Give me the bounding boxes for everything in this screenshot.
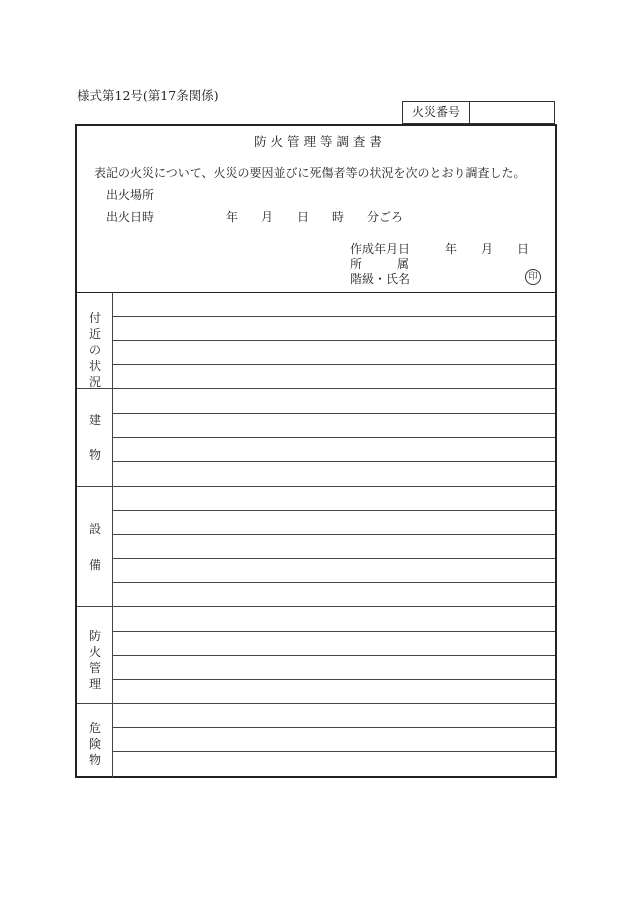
form-title: 防 火 管 理 等 調 査 書 (254, 134, 382, 149)
creation-date-label: 作成年月日 (350, 242, 411, 256)
fire-place-field[interactable] (167, 186, 547, 202)
fire-day-label: 日 (297, 210, 310, 224)
label-char: 付 (88, 311, 101, 325)
creation-year-label: 年 (445, 242, 458, 256)
signature-field[interactable] (417, 270, 517, 286)
section-label-hazardous-materials (87, 720, 103, 768)
fire-number-field[interactable] (469, 102, 554, 123)
fire-year-label: 年 (226, 210, 239, 224)
affiliation-label-2: 属 (397, 257, 410, 271)
label-char: 近 (88, 327, 101, 341)
section-label-equipment-bottom: 備 (88, 558, 101, 572)
label-char: 火 (88, 645, 101, 659)
section-label-fire-management (87, 628, 103, 692)
fire-datetime-label: 出火日時 (106, 210, 155, 224)
label-char: 危 (88, 721, 101, 735)
form-reference: 様式第12号(第17条関係) (77, 88, 219, 103)
label-char: の (88, 343, 101, 357)
creation-month-label: 月 (481, 242, 494, 256)
section-label-equipment-top: 設 (88, 522, 101, 536)
label-char: 理 (88, 677, 101, 691)
label-char: 物 (88, 753, 101, 767)
seal-mark: 印 (525, 269, 541, 285)
fire-month-label: 月 (261, 210, 274, 224)
affiliation-label-1: 所 (350, 257, 363, 271)
creation-day-label: 日 (517, 242, 530, 256)
section-label-building-top: 建 (88, 413, 101, 427)
section-label-vicinity (87, 310, 103, 390)
survey-form-frame (75, 124, 557, 778)
fire-minute-label: 分ごろ (367, 210, 404, 224)
intro-text: 表記の火災について、火災の要因並びに死傷者等の状況を次のとおり調査した。 (94, 166, 526, 180)
fire-hour-label: 時 (332, 210, 345, 224)
rank-name-label: 階級・氏名 (350, 272, 411, 286)
label-char: 状 (88, 359, 101, 373)
label-char: 管 (88, 661, 101, 675)
label-char: 況 (88, 375, 101, 389)
fire-place-label: 出火場所 (106, 188, 155, 202)
fire-number-label: 火災番号 (403, 102, 470, 123)
section-label-building-bottom: 物 (88, 448, 101, 462)
label-char: 防 (88, 629, 101, 643)
label-char: 険 (88, 737, 101, 751)
